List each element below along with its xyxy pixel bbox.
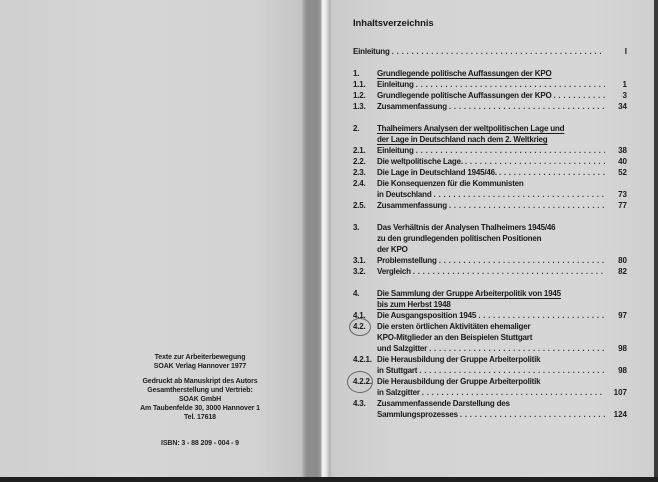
toc-entry xyxy=(353,266,627,277)
entry-title: Die Lage in Deutschland 1945/46. xyxy=(377,168,497,177)
toc-entry xyxy=(353,398,627,409)
chapter-number: 4. xyxy=(353,289,360,298)
entry-title-line: Sammlungsprozesses xyxy=(377,410,458,419)
toc-entry xyxy=(353,376,627,387)
leader-dots xyxy=(413,266,605,277)
entry-number: 2.2. xyxy=(353,157,366,166)
toc-page-number: 1 xyxy=(622,80,627,89)
entry-title: Zusammenfassung xyxy=(377,102,447,111)
entry-number: 4.3. xyxy=(353,399,366,408)
toc-page-number: 97 xyxy=(618,311,627,320)
toc-page-number: 98 xyxy=(618,366,627,375)
imprint-production: Gesamtherstellung und Vertrieb: xyxy=(147,387,253,394)
chapter-number: 2. xyxy=(353,124,360,133)
leader-dots xyxy=(434,189,605,200)
toc-entry xyxy=(353,310,627,321)
entry-number: 1.2. xyxy=(353,91,366,100)
chapter-title: Das Verhältnis der Analysen Thalheimers 1945/46 xyxy=(377,223,556,232)
entry-title-line: KPO-Mitglieder an den Beispielen Stuttgart xyxy=(377,333,533,342)
leader-dots xyxy=(422,387,605,398)
leader-dots xyxy=(439,255,605,266)
toc-entry xyxy=(353,145,627,156)
entry-title: Die weltpolitische Lage. xyxy=(377,157,463,166)
toc-entry-continued xyxy=(353,387,627,398)
leader-dots xyxy=(465,156,605,167)
leader-dots xyxy=(499,167,605,178)
entry-number: 2.3. xyxy=(353,168,366,177)
entry-title: Die ersten örtlichen Aktivitäten ehemaliger xyxy=(377,322,531,331)
toc-chapter-heading-continued xyxy=(353,134,627,145)
imprint-block xyxy=(100,353,300,448)
table-of-contents xyxy=(353,18,627,420)
chapter-title: Grundlegende politische Auffassungen der KPO xyxy=(377,69,552,78)
leader-dots xyxy=(416,79,605,90)
entry-title-line: in Deutschland xyxy=(377,190,432,199)
toc-entry-continued xyxy=(353,409,627,420)
toc-page-number: I xyxy=(624,47,627,56)
toc-page-number: 107 xyxy=(613,388,627,397)
entry-number: 1.3. xyxy=(353,102,366,111)
chapter-title-line: zu den grundlegenden politischen Positionen xyxy=(377,234,542,243)
toc-entry xyxy=(353,178,627,189)
toc-page-number: 98 xyxy=(618,344,627,353)
leader-dots xyxy=(416,145,605,156)
toc-page-number: 34 xyxy=(618,102,627,111)
chapter-title-line: der KPO xyxy=(377,245,408,254)
entry-title: Problemstellung xyxy=(377,256,437,265)
entry-number: 4.1. xyxy=(353,311,366,320)
toc-chapter-heading-continued xyxy=(353,299,627,310)
entry-number: 2.4. xyxy=(353,179,366,188)
imprint-company: SOAK GmbH xyxy=(178,396,222,403)
leader-dots xyxy=(429,343,605,354)
entry-title: Einleitung xyxy=(377,80,414,89)
chapter-number: 1. xyxy=(353,69,360,78)
toc-page-number: 82 xyxy=(618,267,627,276)
entry-title-line: in Salzgitter xyxy=(377,388,420,397)
imprint-phone: Tel. 17618 xyxy=(184,414,216,421)
toc-entry xyxy=(353,200,627,211)
imprint-printed-note: Gedruckt ab Manuskript des Autors xyxy=(142,378,258,385)
entry-number: 2.5. xyxy=(353,201,366,210)
toc-page-number: 3 xyxy=(622,91,627,100)
leader-dots xyxy=(478,310,605,321)
page-edge-bottom xyxy=(0,477,658,482)
chapter-title-line: der Lage in Deutschland nach dem 2. Weltkrieg xyxy=(377,135,548,144)
chapter-title: Die Sammlung der Gruppe Arbeiterpolitik von 1945 xyxy=(377,289,561,298)
entry-number: 4.2.2. xyxy=(353,377,372,386)
toc-page-number: 73 xyxy=(618,190,627,199)
entry-number: 2.1. xyxy=(353,146,366,155)
toc-entry-continued xyxy=(353,332,627,343)
entry-title: Vergleich xyxy=(377,267,411,276)
entry-title: Die Konsequenzen für die Kommunisten xyxy=(377,179,524,188)
entry-title: Die Herausbildung der Gruppe Arbeiterpolitik xyxy=(377,377,541,386)
toc-entry-continued xyxy=(353,189,627,200)
entry-title: Zusammenfassung xyxy=(377,201,447,210)
toc-entry-label: Einleitung xyxy=(353,47,390,56)
entry-title-line: in Stuttgart xyxy=(377,366,418,375)
toc-chapter-heading xyxy=(353,68,627,79)
toc-page-number: 80 xyxy=(618,256,627,265)
chapter-number: 3. xyxy=(353,223,360,232)
entry-number: 3.1. xyxy=(353,256,366,265)
toc-entry xyxy=(353,79,627,90)
imprint-publisher: SOAK Verlag Hannover 1977 xyxy=(153,363,247,370)
leader-dots xyxy=(419,365,605,376)
toc-entry xyxy=(353,101,627,112)
toc-entry xyxy=(353,156,627,167)
left-page xyxy=(0,0,302,477)
toc-page-number: 38 xyxy=(618,146,627,155)
entry-number: 4.2. xyxy=(353,322,366,331)
entry-number: 4.2.1. xyxy=(353,355,372,364)
imprint-series: Texte zur Arbeiterbewegung xyxy=(154,354,246,361)
toc-entry xyxy=(353,354,627,365)
toc-chapter-heading xyxy=(353,222,627,233)
toc-chapter-heading xyxy=(353,288,627,299)
entry-number: 3.2. xyxy=(353,267,366,276)
toc-entry xyxy=(353,255,627,266)
entry-title: Grundlegende politische Auffassungen der KPO xyxy=(377,91,552,100)
toc-entry-continued xyxy=(353,343,627,354)
toc-entry xyxy=(353,167,627,178)
toc-entry-continued xyxy=(353,365,627,376)
leader-dots xyxy=(392,46,605,57)
entry-title: Die Herausbildung der Gruppe Arbeiterpolitik xyxy=(377,355,541,364)
entry-number: 1.1. xyxy=(353,80,366,89)
entry-title: Zusammenfassende Darstellung des xyxy=(377,399,510,408)
toc-page-number: 40 xyxy=(618,157,627,166)
leader-dots xyxy=(553,90,605,101)
toc-chapter-heading-continued xyxy=(353,244,627,255)
imprint-address: Am Taubenfelde 30, 3000 Hannover 1 xyxy=(140,405,260,412)
toc-entry-intro xyxy=(353,46,627,57)
chapter-title-line: bis zum Herbst 1948 xyxy=(377,300,451,309)
toc-title: Inhaltsverzeichnis xyxy=(353,18,434,29)
book-gutter xyxy=(302,0,332,477)
entry-title: Einleitung xyxy=(377,146,414,155)
toc-page-number: 52 xyxy=(618,168,627,177)
leader-dots xyxy=(449,101,605,112)
toc-entry xyxy=(353,321,627,332)
leader-dots xyxy=(449,200,605,211)
toc-chapter-heading-continued xyxy=(353,233,627,244)
toc-entry xyxy=(353,90,627,101)
leader-dots xyxy=(460,409,605,420)
toc-chapter-heading xyxy=(353,123,627,134)
page-edge-right xyxy=(654,0,658,482)
imprint-isbn: ISBN: 3 - 88 209 - 004 - 9 xyxy=(161,440,239,447)
chapter-title: Thalheimers Analysen der weltpolitischen Lage und xyxy=(377,124,565,133)
entry-title-line: und Salzgitter xyxy=(377,344,428,353)
entry-title: Die Ausgangsposition 1945 xyxy=(377,311,477,320)
toc-page-number: 77 xyxy=(618,201,627,210)
toc-page-number: 124 xyxy=(613,410,627,419)
